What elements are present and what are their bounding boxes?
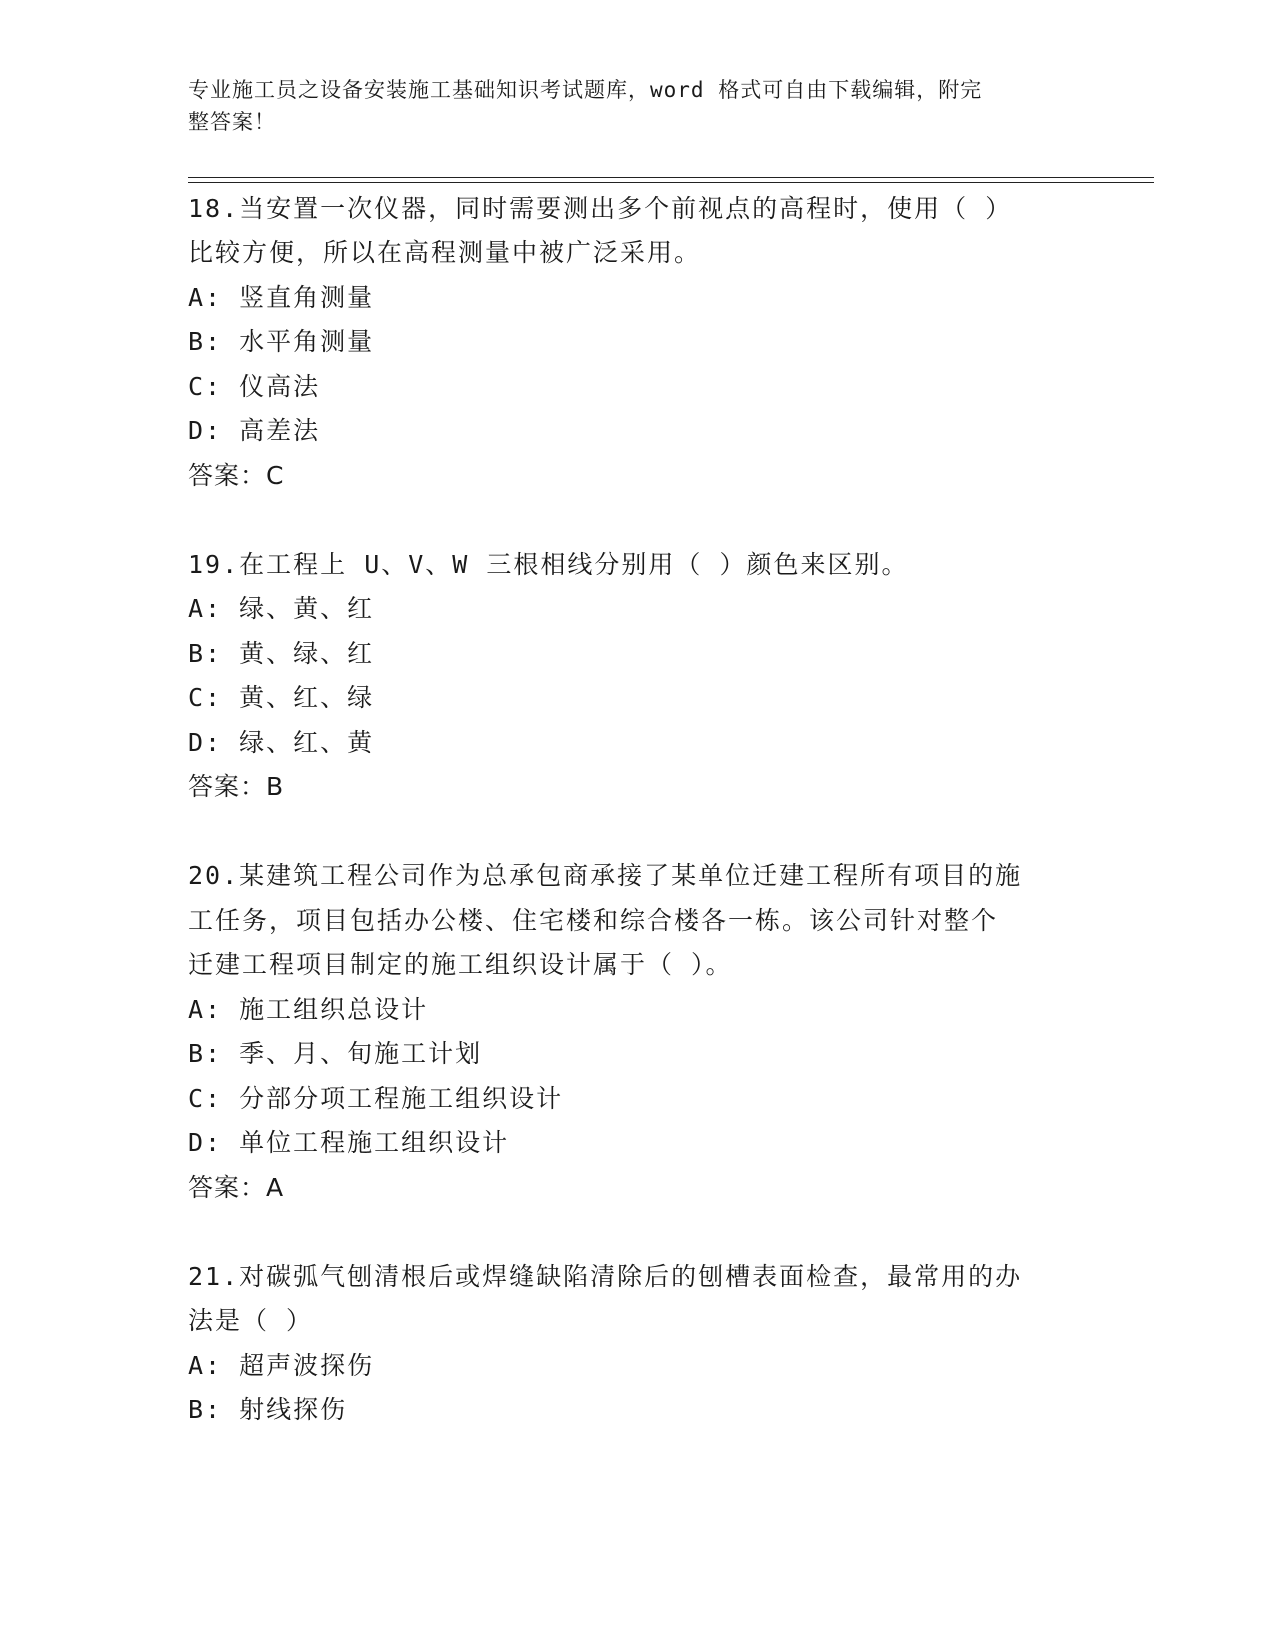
question-19-option-a: A: 绿、黄、红 [188,594,375,623]
document-header [188,74,1068,138]
question-19-answer: 答案：B [188,772,285,801]
header-line-1: 专业施工员之设备安装施工基础知识考试题库，word 格式可自由下载编辑，附完 [188,78,983,102]
question-21-option-a: A: 超声波探伤 [188,1351,375,1380]
question-19-option-c: C: 黄、红、绿 [188,683,375,712]
question-18-option-a: A: 竖直角测量 [188,283,375,312]
question-20-stem-line-1: 20.某建筑工程公司作为总承包商承接了某单位迁建工程所有项目的施 [188,861,1023,890]
question-21-stem-line-1: 21.对碳弧气刨清根后或焊缝缺陷清除后的刨槽表面检查，最常用的办 [188,1262,1023,1291]
question-20-stem-line-2: 工任务，项目包括办公楼、住宅楼和综合楼各一栋。该公司针对整个 [188,906,999,935]
header-line-2: 整答案！ [188,110,276,134]
question-18-option-d: D: 高差法 [188,416,321,445]
question-18-option-c: C: 仪高法 [188,372,321,401]
question-18-answer: 答案：C [188,461,285,490]
question-18-stem-line-2: 比较方便，所以在高程测量中被广泛采用。 [188,238,702,267]
question-20-answer: 答案：A [188,1173,285,1202]
question-18-option-b: B: 水平角测量 [188,327,375,356]
question-18-stem-line-1: 18.当安置一次仪器，同时需要测出多个前视点的高程时，使用（ ） [188,194,1013,223]
question-20-option-b: B: 季、月、旬施工计划 [188,1039,483,1068]
question-19-stem-line-1: 19.在工程上 U、V、W 三根相线分别用（ ）颜色来区别。 [188,550,909,579]
header-divider-top [188,177,1154,178]
question-20-option-a: A: 施工组织总设计 [188,995,429,1024]
question-20-stem-line-3: 迁建工程项目制定的施工组织设计属于（ ）。 [188,950,733,979]
question-20-option-c: C: 分部分项工程施工组织设计 [188,1084,564,1113]
question-19-option-d: D: 绿、红、黄 [188,728,375,757]
question-19-option-b: B: 黄、绿、红 [188,639,375,668]
question-20-option-d: D: 单位工程施工组织设计 [188,1128,510,1157]
header-divider-bottom [188,182,1154,183]
question-21-stem-line-2: 法是（ ） [188,1306,314,1335]
question-21-option-b: B: 射线探伤 [188,1395,348,1424]
